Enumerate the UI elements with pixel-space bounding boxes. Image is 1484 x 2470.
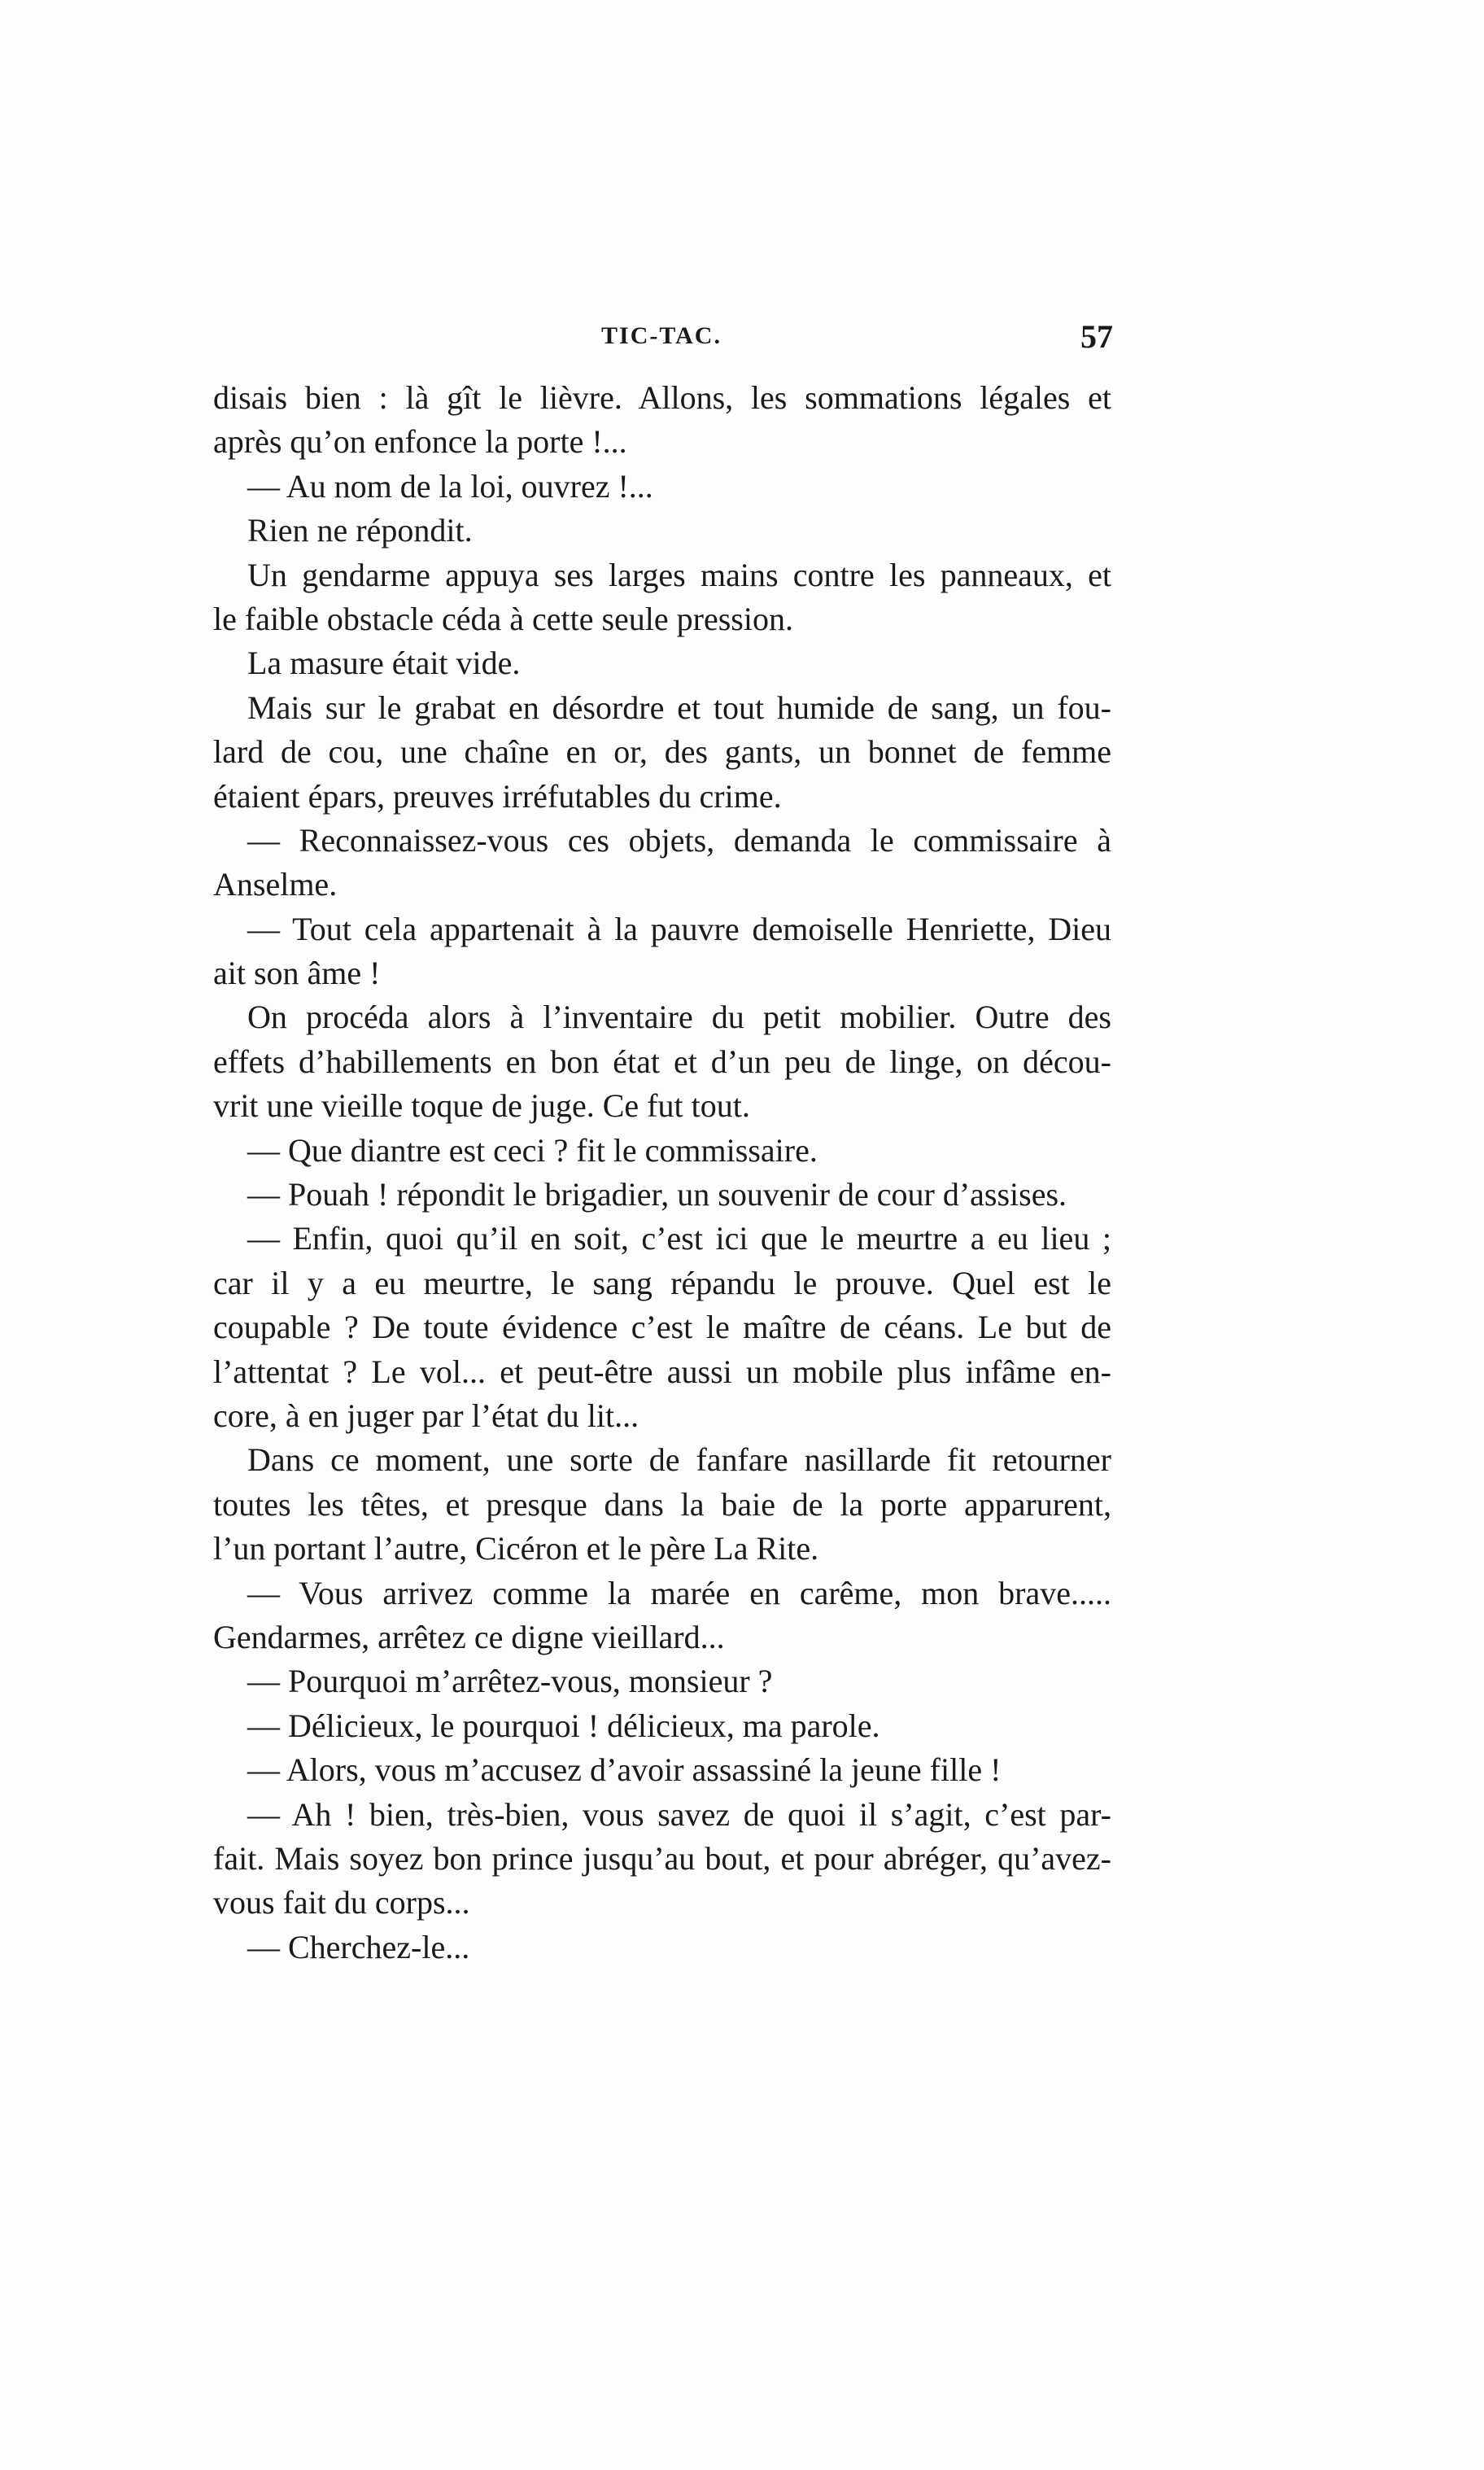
text-line: Dans ce moment, une sorte de fanfare nasillarde fit retourner — [247, 1441, 1111, 1479]
text-line: lard de cou, une chaîne en or, des gants, un bonnet de femme — [213, 733, 1111, 771]
text-line: Un gendarme appuya ses larges mains contre les panneaux, et — [247, 556, 1111, 593]
running-head — [210, 318, 1113, 363]
text-line: — Enfin, quoi qu’il en soit, c’est ici que le meurtre a eu lieu ; — [247, 1220, 1111, 1257]
text-line: disais bien : là gît le lièvre. Allons, les sommations légales et — [213, 379, 1111, 416]
text-line: le faible obstacle céda à cette seule pression. — [213, 600, 793, 637]
text-line: — Pourquoi m’arrêtez-vous, monsieur ? — [247, 1663, 773, 1700]
text-line: après qu’on enfonce la porte !... — [213, 423, 627, 461]
text-line: — Vous arrivez comme la marée en carême, mon brave..... — [247, 1574, 1111, 1611]
page-number: 57 — [1080, 318, 1113, 355]
text-line: — Pouah ! répondit le brigadier, un souvenir de cour d’assises. — [247, 1176, 1067, 1213]
text-line: fait. Mais soyez bon prince jusqu’au bout, et pour abréger, qu’avez- — [213, 1839, 1111, 1877]
text-line: — Reconnaissez-vous ces objets, demanda le commissaire à — [247, 821, 1111, 859]
text-line: — Que diantre est ceci ? fit le commissaire. — [247, 1131, 818, 1169]
text-line: Gendarmes, arrêtez ce digne vieillard... — [213, 1618, 725, 1655]
text-line: — Alors, vous m’accusez d’avoir assassiné la jeune fille ! — [247, 1751, 1002, 1789]
text-line: — Au nom de la loi, ouvrez !... — [247, 467, 653, 505]
text-line: Rien ne répondit. — [247, 512, 473, 549]
text-line: l’attentat ? Le vol... et peut-être aussi un mobile plus infâme en- — [213, 1353, 1111, 1390]
text-line: car il y a eu meurtre, le sang répandu le prouve. Quel est le — [213, 1264, 1111, 1301]
text-line: Mais sur le grabat en désordre et tout humide de sang, un fou- — [247, 689, 1111, 726]
text-line: — Tout cela appartenait à la pauvre demoiselle Henriette, Dieu — [247, 910, 1111, 947]
text-line: core, à en juger par l’état du lit... — [213, 1397, 639, 1434]
text-line: l’un portant l’autre, Cicéron et le père La Rite. — [213, 1530, 819, 1567]
running-title: TIC-TAC. — [601, 322, 722, 349]
body-text — [213, 376, 1111, 1969]
text-line: — Délicieux, le pourquoi ! délicieux, ma parole. — [247, 1707, 880, 1744]
text-line: On procéda alors à l’inventaire du petit mobilier. Outre des — [247, 999, 1111, 1036]
text-line: toutes les têtes, et presque dans la baie de la porte apparurent, — [213, 1485, 1111, 1523]
text-line: Anselme. — [213, 866, 338, 903]
text-line: coupable ? De toute évidence c’est le maître de céans. Le but de — [213, 1309, 1111, 1346]
text-line: — Ah ! bien, très-bien, vous savez de quoi il s’agit, c’est par- — [247, 1795, 1111, 1833]
text-line: effets d’habillements en bon état et d’un peu de linge, on décou- — [213, 1043, 1111, 1080]
text-line: La masure était vide. — [247, 645, 521, 682]
text-line: — Cherchez-le... — [247, 1928, 470, 1965]
text-line: ait son âme ! — [213, 955, 381, 992]
text-line: vrit une vieille toque de juge. Ce fut tout. — [213, 1087, 750, 1125]
text-line: étaient épars, preuves irréfutables du crime. — [213, 777, 782, 815]
text-line: vous fait du corps... — [213, 1884, 470, 1921]
